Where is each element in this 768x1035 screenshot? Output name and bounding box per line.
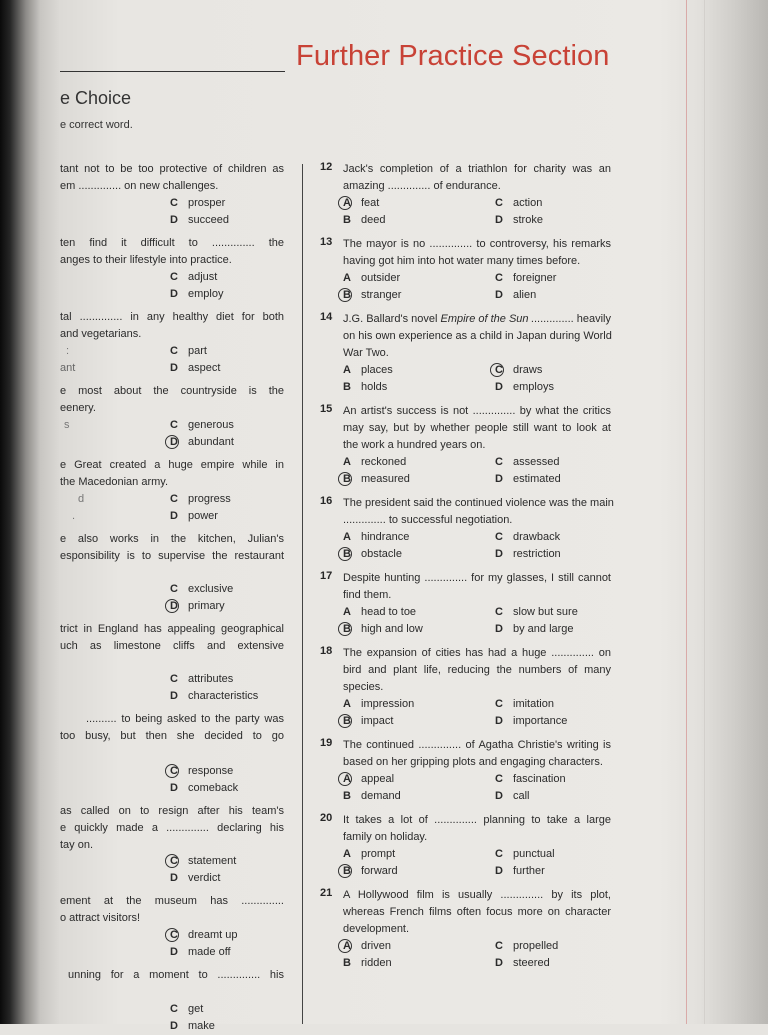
- left-line: ten find it difficult to .............. the: [60, 237, 284, 249]
- answer-circle: [165, 928, 179, 942]
- option: B deed: [343, 214, 386, 226]
- question-number: 14: [320, 311, 333, 323]
- option: A driven: [343, 940, 391, 952]
- answer-circle: [338, 196, 352, 210]
- question-line: An artist's success is not .............. by what the critics: [343, 405, 611, 417]
- option: C punctual: [495, 848, 555, 860]
- question-line: on his own experience as a child in Japan during World: [343, 330, 612, 342]
- answer-circle: [338, 547, 352, 561]
- question-line: It takes a lot of .............. planning to take a large: [343, 814, 611, 826]
- option: B holds: [343, 381, 388, 393]
- left-option: D power: [170, 510, 218, 522]
- question-line: A Hollywood film is usually .............. by its plot,: [343, 889, 611, 901]
- option: C foreigner: [495, 272, 557, 284]
- page-edge-line-inner: [704, 0, 705, 1024]
- left-line: the Macedonian army.: [60, 476, 169, 488]
- option: B demand: [343, 790, 401, 802]
- answer-circle: [165, 854, 179, 868]
- question-line: having got him into hot water many times before.: [343, 255, 581, 267]
- left-line: esponsibility is to supervise the restaurant: [60, 550, 284, 562]
- option: B stranger: [343, 289, 402, 301]
- option: A impression: [343, 698, 415, 710]
- question-line: based on her gripping plots and engaging characters.: [343, 756, 603, 768]
- left-line: e quickly made a .............. declaring his: [60, 822, 284, 834]
- option: B ridden: [343, 957, 392, 969]
- option: A hindrance: [343, 531, 410, 543]
- left-line: and vegetarians.: [60, 328, 142, 340]
- left-option: D made off: [170, 946, 231, 958]
- left-option: C part: [170, 345, 207, 357]
- option: A outsider: [343, 272, 401, 284]
- question-number: 17: [320, 570, 333, 582]
- question-line: Despite hunting .............. for my glasses, I still cannot: [343, 572, 611, 584]
- left-option: C prosper: [170, 197, 226, 209]
- question-line: species.: [343, 681, 384, 693]
- answer-circle: [165, 599, 179, 613]
- left-option: D employ: [170, 288, 224, 300]
- left-option: D primary: [170, 600, 225, 612]
- left-option: D abundant: [170, 436, 234, 448]
- left-line: ement at the museum has ..............: [60, 895, 284, 907]
- question-line: The expansion of cities has had a huge .............. on: [343, 647, 611, 659]
- question-line: family on holiday.: [343, 831, 428, 843]
- option: D stroke: [495, 214, 543, 226]
- option: A places: [343, 364, 393, 376]
- header-rule: [60, 71, 285, 72]
- question-line: bird and plant life, reducing the numbers of many: [343, 664, 611, 676]
- left-option: C attributes: [170, 673, 234, 685]
- option: D alien: [495, 289, 537, 301]
- page-edge-line: [686, 0, 687, 1024]
- question-line: Jack's completion of a triathlon for charity was an: [343, 163, 611, 175]
- option: B measured: [343, 473, 410, 485]
- option: C draws: [495, 364, 543, 376]
- left-option: D aspect: [170, 362, 221, 374]
- question-line: the work a hundred years on.: [343, 439, 486, 451]
- left-line: .......... to being asked to the party was: [86, 713, 284, 725]
- left-line: tal .............. in any healthy diet for both: [60, 311, 284, 323]
- left-option: D verdict: [170, 872, 221, 884]
- question-line: .............. to successful negotiation.: [343, 514, 513, 526]
- answer-circle: [338, 939, 352, 953]
- question-line: War Two.: [343, 347, 389, 359]
- left-stub: d: [78, 493, 85, 505]
- option: B high and low: [343, 623, 423, 635]
- left-line: o attract visitors!: [60, 912, 141, 924]
- question-number: 20: [320, 812, 333, 824]
- left-stub: ant: [60, 362, 76, 374]
- option: C action: [495, 197, 543, 209]
- left-option: C dreamt up: [170, 929, 238, 941]
- question-number: 16: [320, 495, 333, 507]
- left-line: unning for a moment to .............. his: [68, 969, 284, 981]
- question-line: amazing .............. of endurance.: [343, 180, 501, 192]
- option: C assessed: [495, 456, 560, 468]
- section-title: e Choice: [60, 88, 132, 108]
- left-line: e most about the countryside is the: [60, 385, 284, 397]
- option: C fascination: [495, 773, 566, 785]
- left-line: em .............. on new challenges.: [60, 180, 219, 192]
- option: C propelled: [495, 940, 559, 952]
- answer-circle: [338, 288, 352, 302]
- option: B obstacle: [343, 548, 402, 560]
- answer-circle: [338, 622, 352, 636]
- left-option: D make: [170, 1020, 215, 1032]
- option: D call: [495, 790, 530, 802]
- question-line: The continued .............. of Agatha Christie's writing is: [343, 739, 611, 751]
- option: A prompt: [343, 848, 396, 860]
- column-divider: [302, 164, 303, 1024]
- question-number: 12: [320, 161, 333, 173]
- answer-circle: [165, 764, 179, 778]
- left-stub: :: [66, 345, 70, 357]
- left-line: e Great created a huge empire while in: [60, 459, 284, 471]
- question-number: 19: [320, 737, 333, 749]
- question-line: J.G. Ballard's novel Empire of the Sun .............. heavily: [343, 313, 611, 325]
- question-number: 13: [320, 236, 333, 248]
- answer-circle: [338, 772, 352, 786]
- option: D steered: [495, 957, 550, 969]
- option: D further: [495, 865, 545, 877]
- left-line: tay on.: [60, 839, 94, 851]
- option: C drawback: [495, 531, 561, 543]
- left-option: C statement: [170, 855, 237, 867]
- left-stub: .: [72, 510, 76, 522]
- option: A appeal: [343, 773, 395, 785]
- left-stub: s: [64, 419, 70, 431]
- option: A head to toe: [343, 606, 417, 618]
- left-option: C adjust: [170, 271, 218, 283]
- left-line: too busy, but then she decided to go: [60, 730, 284, 742]
- left-option: C get: [170, 1003, 204, 1015]
- left-line: tant not to be too protective of children as: [60, 163, 284, 175]
- left-line: trict in England has appealing geographical: [60, 623, 284, 635]
- left-option: C exclusive: [170, 583, 234, 595]
- question-line: may say, but by whether people still want to look at: [343, 422, 611, 434]
- answer-circle: [338, 714, 352, 728]
- answer-circle: [490, 363, 504, 377]
- left-option: C progress: [170, 493, 231, 505]
- page-title: Further Practice Section: [296, 40, 610, 72]
- left-option: D succeed: [170, 214, 229, 226]
- question-line: The president said the continued violence was the main: [343, 497, 614, 509]
- left-line: e also works in the kitchen, Julian's: [60, 533, 284, 545]
- question-line: whereas French films often focus more on character: [343, 906, 611, 918]
- left-option: D characteristics: [170, 690, 259, 702]
- option: D by and large: [495, 623, 574, 635]
- left-line: eenery.: [60, 402, 96, 414]
- left-option: C response: [170, 765, 234, 777]
- option: D estimated: [495, 473, 561, 485]
- left-line: anges to their lifestyle into practice.: [60, 254, 232, 266]
- left-option: D comeback: [170, 782, 239, 794]
- option: A reckoned: [343, 456, 407, 468]
- left-option: C generous: [170, 419, 234, 431]
- option: D restriction: [495, 548, 561, 560]
- question-line: development.: [343, 923, 410, 935]
- answer-circle: [165, 435, 179, 449]
- option: B forward: [343, 865, 398, 877]
- question-number: 15: [320, 403, 333, 415]
- option: B impact: [343, 715, 394, 727]
- section-instruction: e correct word.: [60, 119, 133, 131]
- option: D importance: [495, 715, 568, 727]
- question-number: 21: [320, 887, 333, 899]
- option: C imitation: [495, 698, 554, 710]
- question-line: find them.: [343, 589, 392, 601]
- answer-circle: [338, 864, 352, 878]
- question-line: The mayor is no .............. to controversy, his remarks: [343, 238, 611, 250]
- option: C slow but sure: [495, 606, 578, 618]
- left-line: uch as limestone cliffs and extensive: [60, 640, 284, 652]
- option: D employs: [495, 381, 554, 393]
- answer-circle: [338, 472, 352, 486]
- question-number: 18: [320, 645, 333, 657]
- option: A feat: [343, 197, 380, 209]
- left-line: as called on to resign after his team's: [60, 805, 284, 817]
